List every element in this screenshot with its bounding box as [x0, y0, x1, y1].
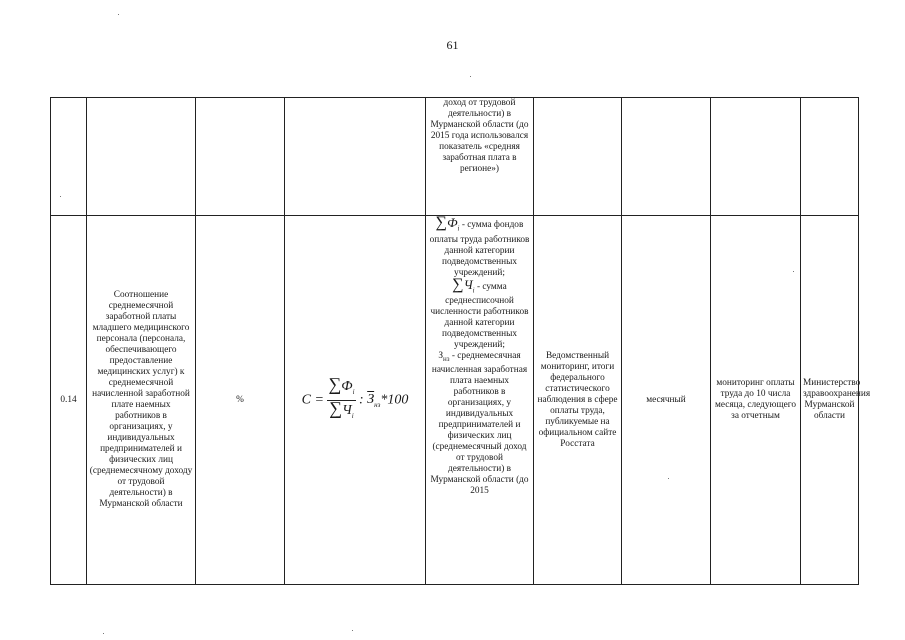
cell-indicator-name: Соотношение среднемесячной заработной платы младшего медицинского персонала (персонала, обеспечивающего предоставление медицинских услуг) к среднемесячной начисленной заработной плате наемных работников в организациях, у индивидуальных предпринимателей и физических лиц (среднемесячному доходу от трудовой деятельности) в Мурманской области — [87, 216, 196, 585]
indicators-table — [50, 97, 871, 585]
table-row-indicator — [51, 216, 859, 585]
formula-operator: : — [359, 392, 364, 408]
cell-periodicity: месячный — [622, 216, 711, 585]
formula-equals: = — [314, 392, 324, 408]
cell-unit: % — [196, 216, 285, 585]
scan-speck — [103, 633, 104, 634]
scan-speck — [470, 76, 471, 77]
table-row-continuation — [51, 98, 859, 216]
formula-fraction — [327, 373, 355, 424]
scan-speck — [60, 196, 61, 197]
cell-formula-empty — [285, 98, 426, 216]
cell-source: Ведомственный мониторинг, итоги федерального статистического наблюдения в сфере оплаты труда, публикуемые на официальном сайте Росстата — [534, 216, 622, 585]
scan-speck — [668, 478, 669, 479]
formula-denominator: $\sum Ч_i$ — [329, 397, 354, 420]
formula-multiplier: *100 — [380, 392, 409, 408]
cell-unit-empty — [196, 98, 285, 216]
scan-speck — [118, 14, 119, 15]
cell-responsible: Министерство здравоохранения Мурманской области — [801, 216, 859, 585]
scan-speck — [793, 271, 794, 272]
cell-number-empty — [51, 98, 87, 216]
scan-speck — [352, 630, 353, 631]
cell-periodicity-empty — [622, 98, 711, 216]
cell-method-empty — [711, 98, 801, 216]
desc-sum-ch: $\sum Ч_i$ - сумма среднесписочной численности работников данной категории подведомственных учреждений; — [430, 275, 529, 351]
desc-sum-f: $\sum Ф_i$ - сумма фондов оплаты труда работников данной категории подведомственных учреждений; — [429, 214, 530, 278]
cell-formula — [285, 216, 426, 585]
cell-collection-method: мониторинг оплаты труда до 10 числа месяца, следующего за отчетным — [711, 216, 801, 585]
page-number: 61 — [446, 38, 459, 52]
cell-description-continuation: доход от трудовой деятельности) в Мурманской области (до 2015 года использовался показатель «средняя заработная плата в регионе») — [426, 98, 534, 216]
cell-name-empty — [87, 98, 196, 216]
formula-avg-wage: $З_{нз}$ — [367, 392, 381, 410]
desc-z: $З_{нз}$ - среднемесячная начисленная заработная плата наемных работников в организациях, у индивидуальных предпринимателей и физических лиц (среднемесячный доход от трудовой деятельности) в Мурманской области (до 2015 — [430, 351, 529, 497]
cell-responsible-empty — [801, 98, 859, 216]
cell-number: 0.14 — [51, 216, 87, 585]
formula-lhs: C — [301, 392, 311, 408]
cell-description — [426, 216, 534, 585]
formula-numerator: $\sum Ф_i$ — [327, 377, 355, 401]
cell-source-empty — [534, 98, 622, 216]
